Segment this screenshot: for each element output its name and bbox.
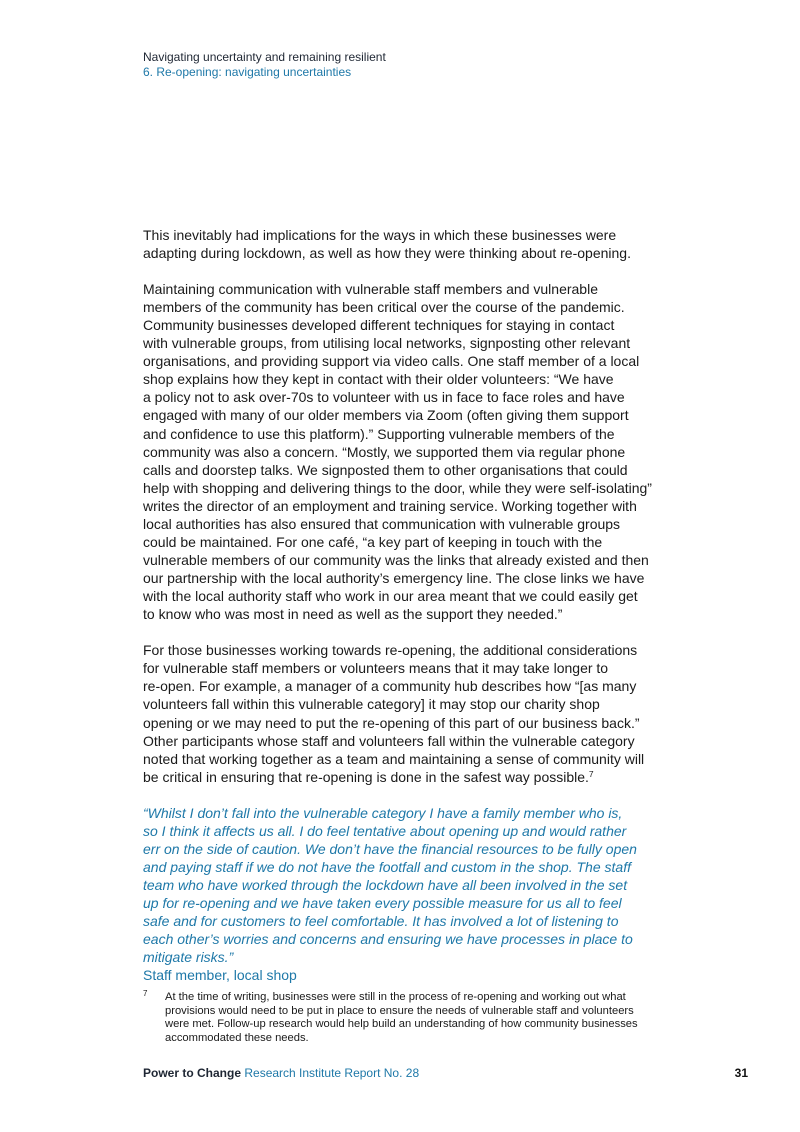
body-paragraph	[143, 280, 703, 624]
body-line: For those businesses working towards re-opening, the additional considerations	[143, 642, 638, 659]
body-line: engaged with many of our older members via Zoom (often giving them support	[143, 407, 629, 424]
footer-brand: Power to Change	[143, 1066, 242, 1080]
footnote-line: provisions would need to be put in place to ensure the needs of vulnerable staff and volunteers	[165, 1004, 634, 1017]
quote-line: so I think it affects us all. I do feel tentative about opening up and would rather	[143, 822, 627, 839]
body-line: a policy not to ask over-70s to volunteer with us in face to face roles and have	[143, 389, 625, 406]
body-line: with the local authority staff who work in our area meant that we could easily get	[143, 588, 638, 605]
body-line: writes the director of an employment and training service. Working together with	[143, 497, 637, 514]
footnote	[143, 991, 743, 1046]
pull-quote	[143, 804, 703, 985]
body-line: re-open. For example, a manager of a community hub describes how “[as many	[143, 678, 637, 695]
body-line: organisations, and providing support via video calls. One staff member of a local	[143, 353, 640, 370]
quote-line: “Whilst I don’t fall into the vulnerable category I have a family member who is,	[143, 804, 623, 821]
footnote-line: were met. Follow-up research would help build an understanding of how community businesses	[165, 1018, 638, 1031]
body-line: help with shopping and delivering things to the door, while they were self-isolating”	[143, 479, 652, 496]
body-line: local authorities has also ensured that communication with vulnerable groups	[143, 516, 621, 532]
body-line: Community businesses developed different techniques for staying in contact	[143, 316, 615, 333]
body-line: to know who was most in need as well as the support they needed.”	[143, 606, 563, 623]
body-line: noted that working together as a team and maintaining a sense of community will	[143, 750, 645, 767]
body-line: Other participants whose staff and volunteers fall within the vulnerable category	[143, 732, 635, 749]
footnote-reference: 7	[588, 768, 594, 779]
quote-line: each other’s worries and concerns and ensuring we have processes in place to	[143, 931, 633, 948]
body-line-text: be critical in ensuring that re-opening is done in the safest way possible.	[143, 768, 589, 785]
body-line: calls and doorstep talks. We signposted them to other organisations that could	[143, 461, 628, 478]
body-line: volunteers fall within this vulnerable category] it may stop our charity shop	[143, 696, 600, 713]
quote-line: mitigate risks.”	[143, 949, 234, 966]
quote-line: team who have worked through the lockdown have all been involved in the set	[143, 876, 628, 893]
body-line: Maintaining communication with vulnerable staff members and vulnerable	[143, 280, 598, 297]
running-header	[143, 50, 386, 79]
body-paragraph	[143, 226, 703, 262]
footnote-marker: 7	[143, 989, 148, 998]
body-line: members of the community has been critical over the course of the pandemic.	[143, 298, 625, 315]
body-line: vulnerable members of our community was the links that already existed and then	[143, 552, 649, 569]
body-line: shop explains how they kept in contact with their older volunteers: “We have	[143, 371, 614, 388]
report-title: Navigating uncertainty and remaining resilient	[143, 50, 386, 64]
body-line: and confidence to use this platform).” Supporting vulnerable members of the	[143, 425, 615, 442]
body-line: opening or we may need to put the re-opening of this part of our business back.”	[143, 714, 640, 731]
body-paragraph	[143, 641, 703, 786]
body-line	[143, 768, 703, 786]
body-line: our partnership with the local authority’s emergency line. The close links we have	[143, 570, 645, 587]
body-text	[143, 226, 703, 1002]
page-number: 31	[734, 1066, 748, 1080]
page-footer	[143, 1066, 748, 1081]
footnote-line: At the time of writing, businesses were still in the process of re-opening and working out what	[165, 991, 626, 1003]
quote-attribution: Staff member, local shop	[143, 967, 297, 984]
section-title: 6. Re-opening: navigating uncertainties	[143, 64, 352, 79]
body-line: adapting during lockdown, as well as how they were thinking about re-opening.	[143, 245, 631, 262]
quote-line: safe and for customers to feel comfortable. It has involved a lot of listening to	[143, 913, 619, 930]
footnote-text	[165, 991, 743, 1046]
body-line: This inevitably had implications for the ways in which these businesses were	[143, 227, 617, 243]
body-line: for vulnerable staff members or volunteers means that it may take longer to	[143, 660, 609, 677]
body-line: could be maintained. For one café, “a key part of keeping in touch with the	[143, 534, 603, 551]
quote-line: up for re-opening and we have taken every possible measure for us all to feel	[143, 894, 622, 911]
body-line: with vulnerable groups, from utilising local networks, signposting other relevant	[143, 335, 631, 352]
footer-report-title: Research Institute Report No. 28	[244, 1066, 420, 1080]
footnote-line: accommodated these needs.	[165, 1032, 309, 1045]
quote-line: err on the side of caution. We don’t have the financial resources to be fully open	[143, 840, 637, 857]
body-line: community was also a concern. “Mostly, we supported them via regular phone	[143, 443, 626, 460]
quote-line: and paying staff if we do not have the footfall and custom in the shop. The staff	[143, 858, 631, 875]
